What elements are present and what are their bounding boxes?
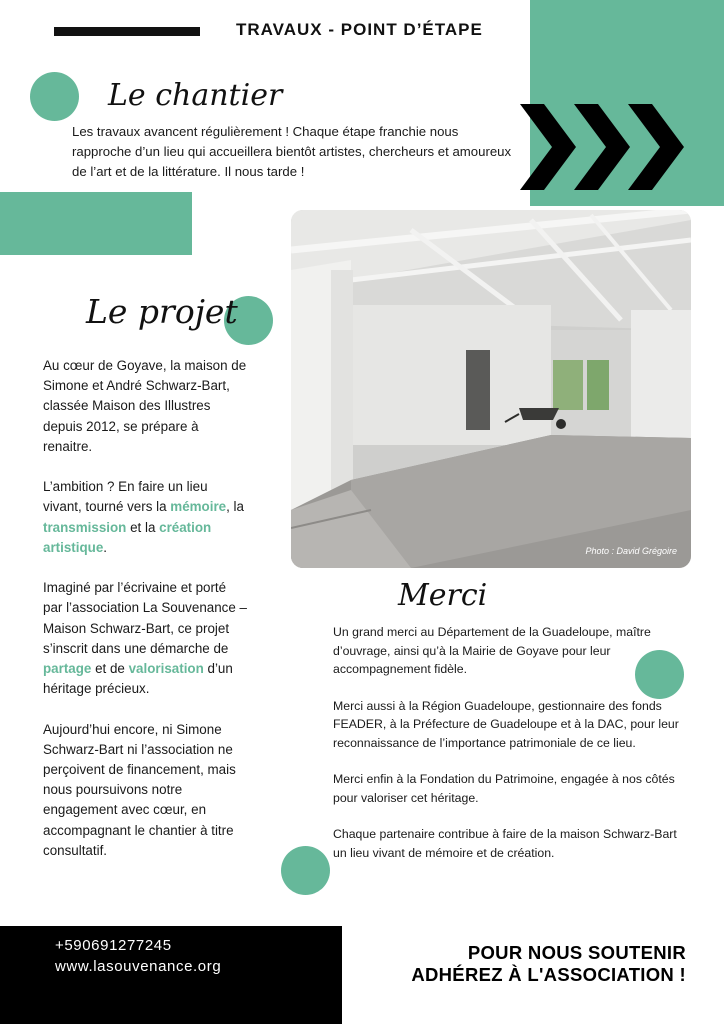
construction-photo — [291, 210, 691, 568]
projet-column — [43, 356, 248, 881]
page-title: TRAVAUX - POINT D’ÉTAPE — [236, 20, 483, 39]
highlight-keyword: mémoire — [170, 499, 227, 515]
decorative-circle — [281, 846, 330, 895]
text-span: . — [103, 539, 108, 555]
section-heading-chantier: Le chantier — [108, 78, 283, 113]
photo-credit: Photo : David Grégoire — [585, 546, 677, 556]
text-span: d’un héritage précieux. — [43, 661, 233, 697]
cta-line: POUR NOUS SOUTENIR — [467, 942, 686, 963]
merci-paragraph: Merci enfin à la Fondation du Patrimoine, engagée à nos côtés pour valoriser cet héritage. — [333, 772, 675, 805]
section-heading-merci: Merci — [398, 578, 488, 613]
projet-paragraph — [43, 578, 248, 699]
highlight-keyword: création artistique — [43, 519, 212, 555]
projet-paragraph — [43, 477, 248, 558]
photo-illustration — [291, 210, 691, 568]
decorative-black-bar — [54, 27, 200, 36]
text-span: Imaginé par l’écrivaine et porté par l’association La Souvenance – Maison Schwarz-Bart, ce projet s’inscrit dans une démarche de — [43, 580, 247, 656]
merci-paragraph: Merci aussi à la Région Guadeloupe, gestionnaire des fonds FEADER, à la Préfecture de Guadeloupe et à la DAC, pour leur reconnaissance de l’importance patrimoniale de ce lieu. — [333, 698, 679, 750]
highlight-keyword: valorisation — [128, 661, 204, 677]
footer-contact — [55, 935, 221, 977]
text-span: , la — [226, 499, 244, 515]
chevron-right-icon — [520, 104, 688, 190]
section-heading-projet: Le projet — [86, 292, 238, 331]
projet-paragraph: Aujourd’hui encore, ni Simone Schwarz-Bart ni l’association ne perçoivent de financement, mais nous poursuivons notre engagement avec cœur, en accompagnant le chantier à titre consultatif. — [43, 721, 236, 858]
cta-line: ADHÉREZ À L'ASSOCIATION ! — [411, 964, 686, 985]
merci-column — [333, 623, 685, 880]
highlight-keyword: transmission — [43, 519, 127, 535]
call-to-action — [350, 942, 686, 986]
projet-paragraph: Au cœur de Goyave, la maison de Simone et André Schwarz-Bart, classée Maison des Illustres depuis 2012, se prépare à renaitre. — [43, 358, 247, 454]
decorative-circle — [30, 72, 79, 121]
merci-paragraph: Un grand merci au Département de la Guadeloupe, maître d’ouvrage, ainsi qu’à la Mairie de Goyave pour leur accompagnement fidèle. — [333, 625, 651, 676]
chantier-text: Les travaux avancent régulièrement ! Chaque étape franchie nous rapproche d’un lieu qui accueillera bientôt artistes, chercheurs et amoureux de l’art et de la littérature. Il nous tarde ! — [72, 124, 512, 179]
decorative-green-block-left — [0, 192, 192, 255]
text-span: et de — [91, 661, 129, 677]
highlight-keyword: partage — [43, 661, 92, 677]
text-span: et la — [126, 519, 160, 535]
text-span: L’ambition ? En faire un lieu vivant, tourné vers la — [43, 479, 208, 515]
phone-number[interactable]: +590691277245 — [55, 937, 172, 954]
merci-paragraph: Chaque partenaire contribue à faire de la maison Schwarz-Bart un lieu vivant de mémoire et de création. — [333, 827, 677, 860]
website-link[interactable]: www.lasouvenance.org — [55, 958, 222, 975]
